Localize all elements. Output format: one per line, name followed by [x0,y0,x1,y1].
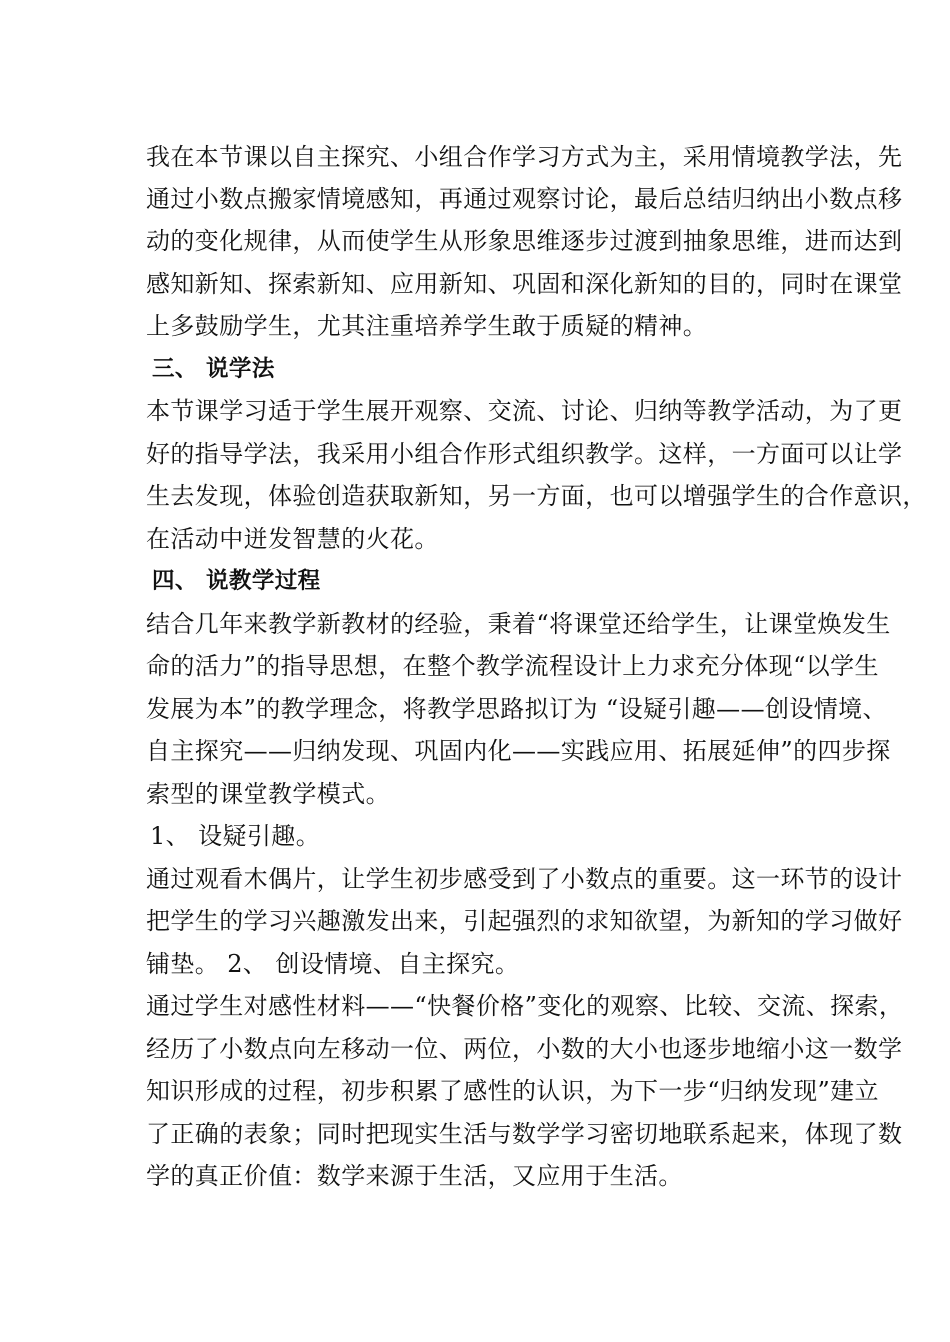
paragraph-line: 好的指导学法，我采用小组合作形式组织教学。这样，一方面可以让学 [146,440,903,468]
paragraph-line: 经历了小数点向左移动一位、两位，小数的大小也逐步地缩小这一数学 [146,1035,903,1063]
paragraph-line: 了正确的表象；同时把现实生活与数学学习密切地联系起来，体现了数 [146,1120,903,1148]
paragraph-line: 学的真正价值：数学来源于生活，又应用于生活。 [146,1162,683,1190]
paragraph-line: 感知新知、探索新知、应用新知、巩固和深化新知的目的，同时在课堂 [146,270,903,298]
paragraph-line: 发展为本”的教学理念，将教学思路拟订为 “设疑引趣——创设情境、 [146,695,887,723]
paragraph-line: 铺垫。 2、 创设情境、自主探究。 [146,950,520,978]
paragraph-line: 命的活力”的指导思想，在整个教学流程设计上力求充分体现“以学生 [146,652,879,680]
paragraph-line: 通过观看木偶片，让学生初步感受到了小数点的重要。这一环节的设计 [146,865,903,893]
paragraph-line: 我在本节课以自主探究、小组合作学习方式为主，采用情境教学法，先 [146,143,903,171]
paragraph-line: 动的变化规律，从而使学生从形象思维逐步过渡到抽象思维，进而达到 [146,227,903,255]
paragraph-line: 通过学生对感性材料——“快餐价格”变化的观察、比较、交流、探索， [146,992,904,1020]
paragraph-line: 上多鼓励学生，尤其注重培养学生敢于质疑的精神。 [146,312,708,340]
paragraph-line: 本节课学习适于学生展开观察、交流、讨论、归纳等教学活动，为了更 [146,397,903,425]
paragraph-line: 在活动中迸发智慧的火花。 [146,525,439,553]
paragraph-line: 知识形成的过程，初步积累了感性的认识，为下一步“归纳发现”建立 [146,1077,879,1105]
paragraph-line: 结合几年来教学新教材的经验，秉着“将课堂还给学生，让课堂焕发生 [146,610,891,638]
paragraph-line: 自主探究——归纳发现、巩固内化——实践应用、拓展延伸”的四步探 [146,737,891,765]
paragraph-line: 索型的课堂教学模式。 [146,780,390,808]
numbered-step: 1、 设疑引趣。 [150,822,321,850]
paragraph-line: 通过小数点搬家情境感知，再通过观察讨论，最后总结归纳出小数点移 [146,185,903,213]
section-heading: 三、 说学法 [152,356,275,382]
section-heading: 四、 说教学过程 [152,568,321,594]
paragraph-line: 把学生的学习兴趣激发出来，引起强烈的求知欲望，为新知的学习做好 [146,907,903,935]
paragraph-line: 生去发现，体验创造获取新知，另一方面，也可以增强学生的合作意识， [146,482,927,510]
